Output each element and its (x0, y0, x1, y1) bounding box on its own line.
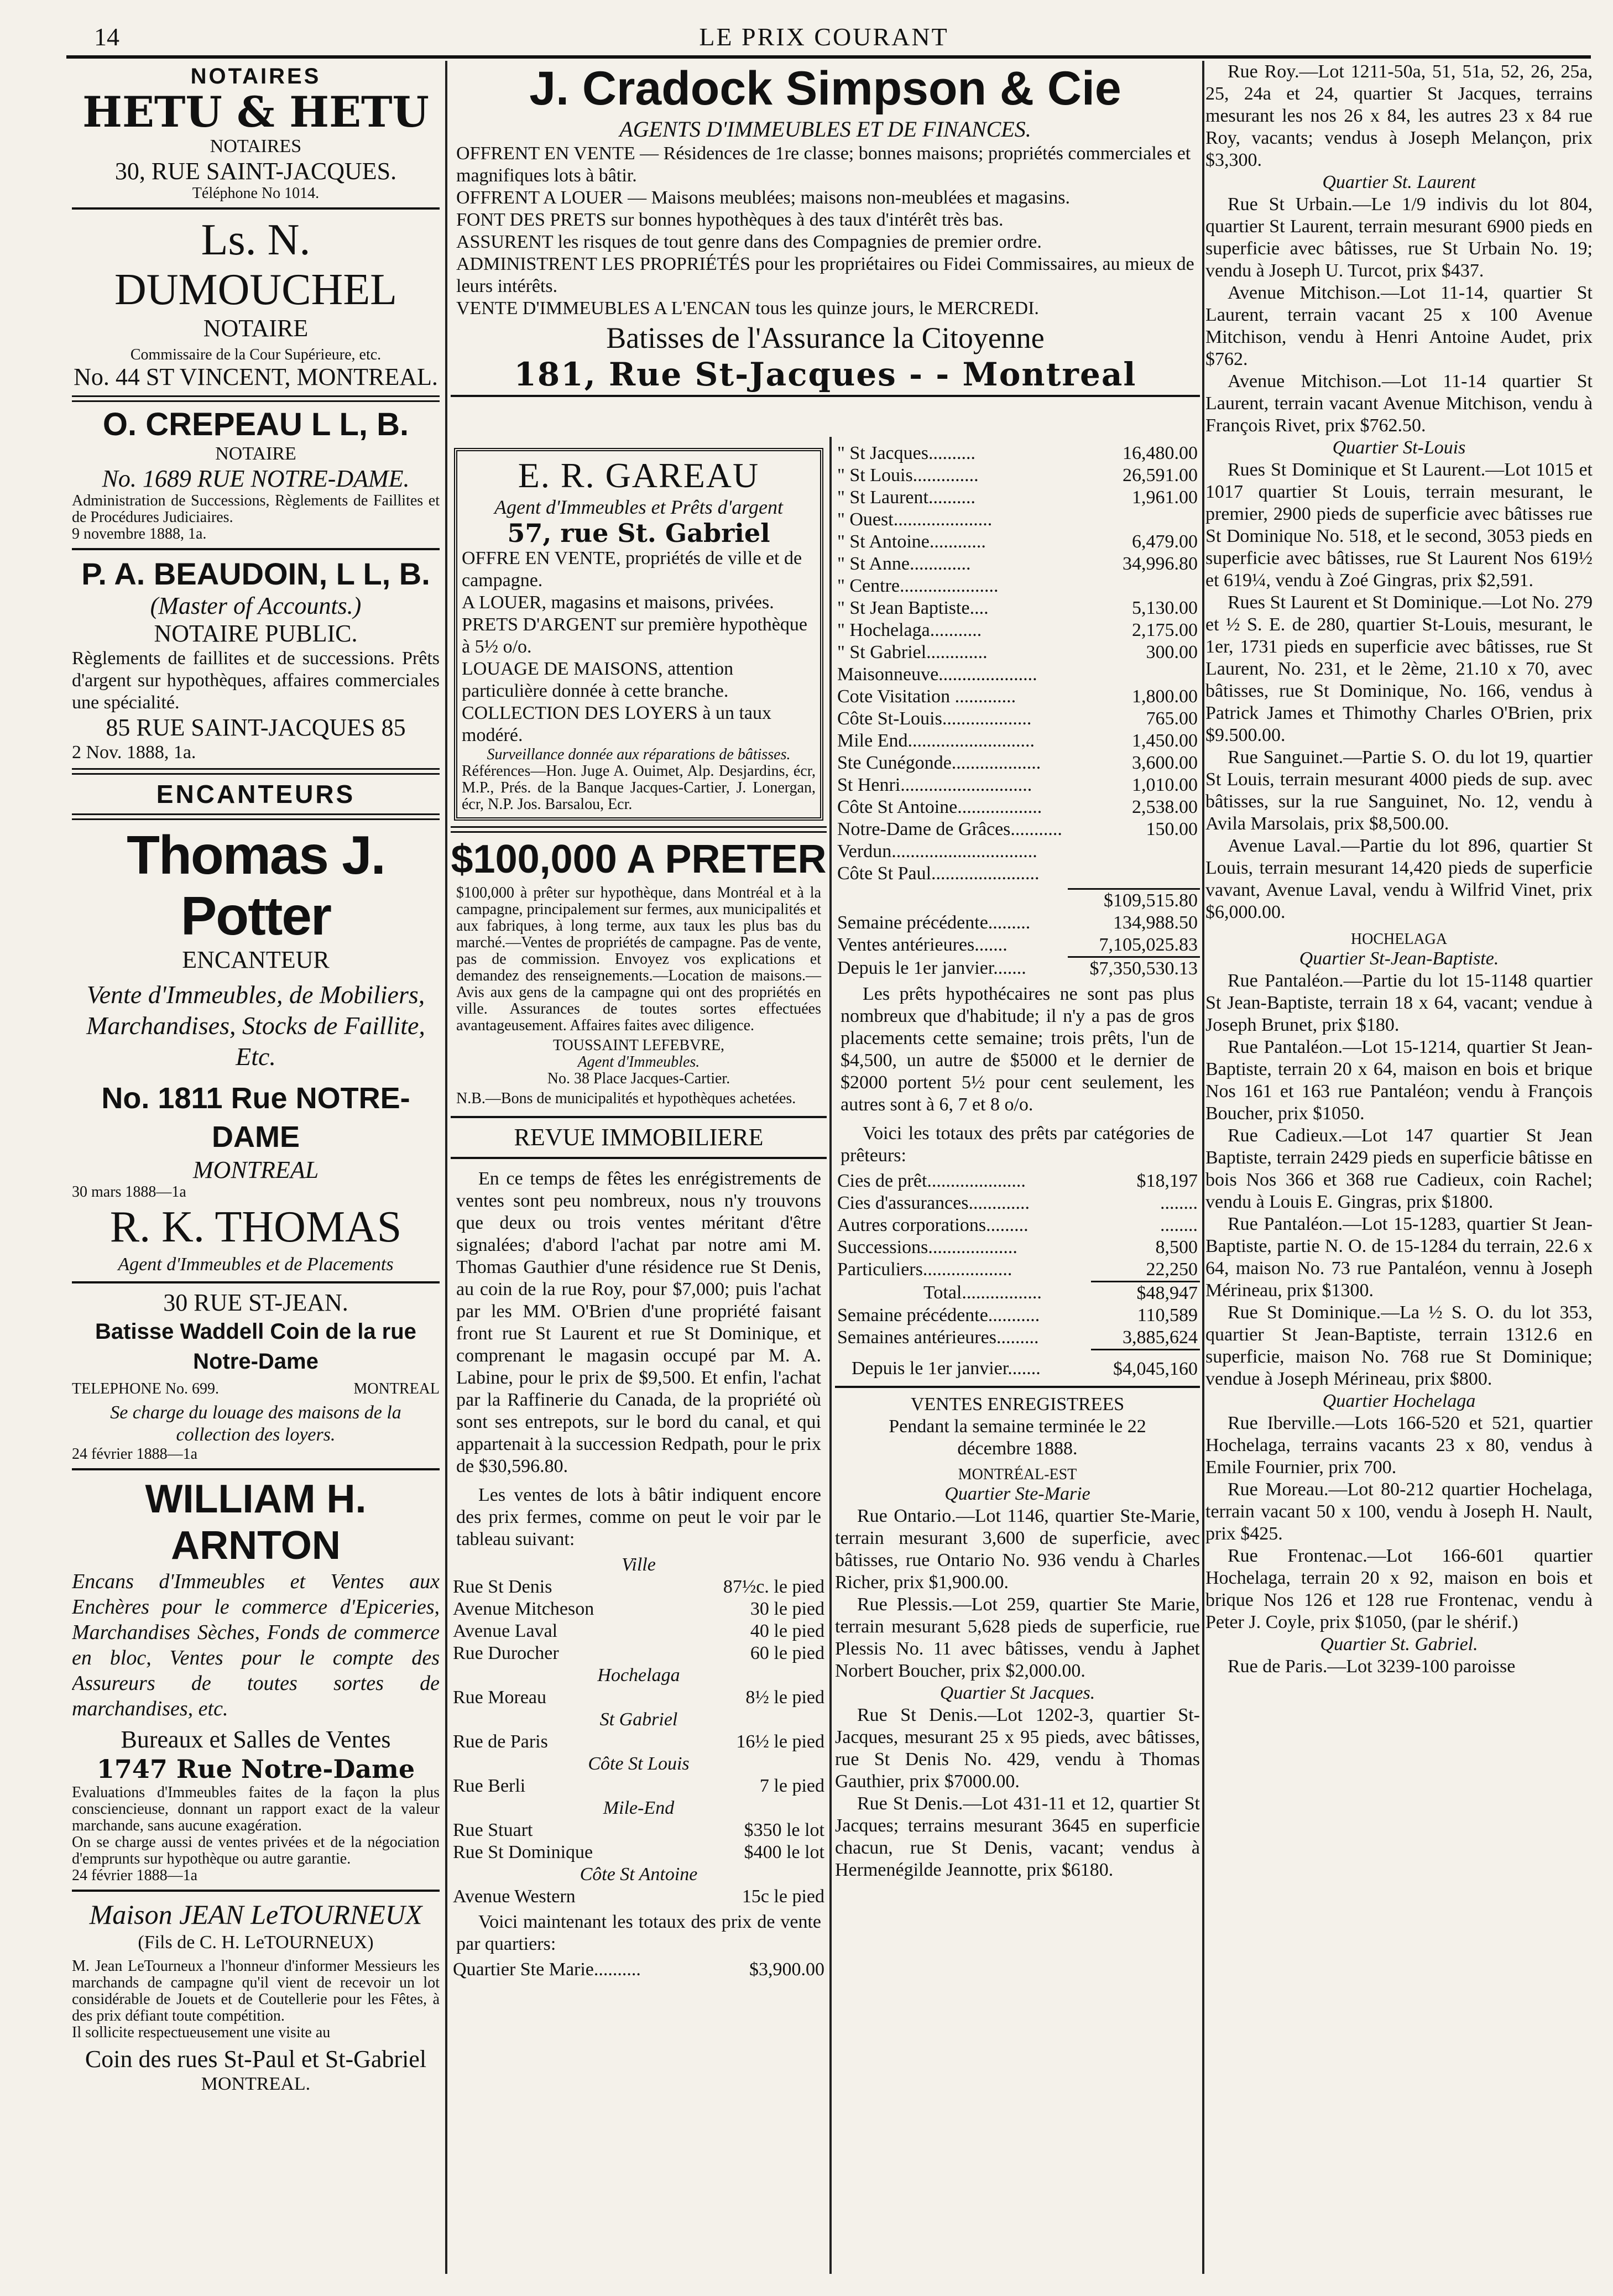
lot-price: 40 le pied (750, 1621, 824, 1641)
lot-street: Rue St Dominique (453, 1842, 593, 1862)
table-row (451, 1554, 827, 1576)
lefebvre-name: TOUSSAINT LEFEBVRE, (552, 1037, 725, 1054)
table-row (835, 1304, 1200, 1327)
crepeau-role: NOTAIRE (215, 443, 296, 464)
arnton-desc: Encans d'Immeubles et Ventes aux Enchères pour le commerce d'Epiceries, Marchandises Sèches, Fonds de commerce en bloc, Ventes pour le compte des Assureurs de toutes sortes de marchandises, etc. (72, 1570, 440, 1720)
table-row (451, 1709, 827, 1731)
row-value: ........ (1160, 1215, 1198, 1235)
lot-price: 15c le pied (742, 1886, 824, 1907)
lot-price: 8½ le pied (745, 1687, 824, 1708)
prets-total-label: Total................. (923, 1282, 1042, 1303)
table-row (451, 1886, 827, 1908)
lefebvre-address: No. 38 Place Jacques-Cartier. (547, 1070, 730, 1087)
table-row (835, 1214, 1200, 1236)
simpson-line4: ASSURENT les risques de tout genre dans des Compagnies de premier ordre. (456, 232, 1042, 252)
gareau-l3: PRETS D'ARGENT sur première hypothèque à 5½ o/o. (462, 614, 807, 657)
lot-price: 16½ le pied (736, 1731, 824, 1752)
beaudoin-sub: (Master of Accounts.) (150, 592, 362, 619)
table-row (835, 553, 1200, 575)
thomas-city: MONTREAL (353, 1380, 440, 1397)
beaudoin-address: 85 RUE SAINT-JACQUES 85 (106, 714, 406, 741)
table-row (451, 1731, 827, 1753)
table-row (835, 509, 1200, 531)
header-rule (66, 55, 1591, 59)
table-row (835, 487, 1200, 509)
encanteurs-heading: ENCANTEURS (156, 780, 356, 808)
table-row (835, 686, 1200, 708)
lot-street: Rue Berli (453, 1776, 526, 1796)
simpson-line3: FONT DES PRETS sur bonnes hypothèques à des taux d'intérêt très bas. (456, 210, 1004, 230)
row-label: Cies de prêt..................... (837, 1171, 1026, 1191)
table-row (835, 619, 1200, 641)
quartier-label: Quartier Ste Marie.......... (453, 1959, 641, 1980)
potter-desc: Vente d'Immeubles, de Mobiliers, Marchandises, Stocks de Faillite, Etc. (86, 980, 425, 1071)
lots-section-label: Côte St Antoine (580, 1864, 698, 1885)
column-2 (451, 442, 827, 2274)
revue-p1: En ce temps de fêtes les enrégistrements de ventes sont peu nombreux, nous n'y trouvons que deux ou trois ventes méritant d'être signalées; d'abord l'achat par notre ami M. Thomas Gauthier d'une résidence rue St Denis, au coin de la rue Roy, pour $7,000; puis l'achat par les MM. O'Brien d'une propriété faisant front rue St Laurent et rue St Dominique, et comprenant le magasin occupé par M. A. Labine, pour le prix de $9,500. Et enfin, l'achat par la Raffinerie du Canada, de la propriété où sont ses entrepots, sur le bord du canal, et qui appartenait à la succession Redpath, pour le prix de $30,596.80. (456, 1168, 821, 1476)
sale-dominique-laurent-2: Rues St Laurent et St Dominique.—Lot No. 279 et ½ S. E. de 280, quartier St-Louis, mesurant, le 1er, 1731 pieds en superficie avec bâtisses, rue St Laurent, No. 231, et le 2ème, 21.10 x 70, avec bâtisses, rue St Dominique, No. 166, vendus à Patrick James et Thimothy Charles O'Brien, prix $9.500.00. (1205, 592, 1593, 745)
lot-price: $400 le lot (744, 1842, 824, 1862)
table-row (835, 818, 1200, 841)
potter-address: No. 1811 Rue NOTRE-DAME (101, 1082, 410, 1154)
thomas-phone: TELEPHONE No. 699. (72, 1380, 219, 1397)
gareau-l6: Surveillance donnée aux réparations de bâtisses. (487, 746, 791, 763)
table-row (451, 1687, 827, 1709)
beaudoin-date: 2 Nov. 1888, 1a. (72, 742, 196, 763)
revue-p2: Les ventes de lots à bâtir indiquent encore des prix fermes, comme on peut le voir par le tableau suivant: (456, 1485, 821, 1549)
lefebvre-nb: N.B.—Bons de municipalités et hypothèques achetées. (456, 1090, 796, 1107)
table-row (451, 1620, 827, 1642)
lot-street: Rue Stuart (453, 1820, 533, 1840)
row-value: 1,450.00 (1132, 730, 1198, 751)
page-header (72, 17, 1576, 55)
table-row (451, 1959, 827, 1981)
row-label: " St Jean Baptiste.... (837, 598, 989, 618)
sale-roy: Rue Roy.—Lot 1211-50a, 51, 51a, 52, 26, 25a, 25, 24a et 24, quartier St Jacques, terrains mesurant les nos 26 x 84, les autres 23 x 84 rue Roy, vacants; vendus à Joseph Melançon, prix $3,300. (1205, 61, 1593, 170)
gareau-address: 57, rue St. Gabriel (507, 518, 770, 548)
ventes-ant: 7,105,025.83 (1099, 935, 1198, 955)
column-rule-2 (829, 437, 832, 2274)
row-label: Successions................... (837, 1237, 1017, 1257)
column-3 (835, 442, 1200, 2274)
sale-pantaleon-3: Rue Pantaléon.—Lot 15-1283, quartier St Jean-Baptiste, partie N. O. de 15-1284 du terrain, 22.6 x 64, maison No. 73 rue Pantaléon, vennu à Joseph Mérineau, prix $1300. (1205, 1214, 1593, 1301)
sale-mitchison-1: Avenue Mitchison.—Lot 11-14, quartier St Laurent, terrain vacant 25 x 100 Avenue Mitchison, vendu à Henri Antoine Audet, prix $762. (1205, 283, 1593, 369)
row-label: Autres corporations......... (837, 1215, 1029, 1235)
lot-street: Rue Moreau (453, 1687, 547, 1708)
row-label: Côte St Antoine.................. (837, 797, 1042, 817)
table-row (451, 1864, 827, 1886)
q-ste-marie: Quartier Ste-Marie (944, 1484, 1090, 1504)
sale-pantaleon-1: Rue Pantaléon.—Partie du lot 15-1148 quartier St Jean-Baptiste, terrain 18 x 64, vacant; vendue à Joseph Brunet, prix $180. (1205, 970, 1593, 1035)
table-row (451, 1797, 827, 1819)
row-label: " Ouest..................... (837, 509, 993, 530)
revue-heading: REVUE IMMOBILIERE (514, 1124, 764, 1151)
row-value: 5,130.00 (1132, 598, 1198, 618)
table-row (835, 1350, 1200, 1381)
row-value: 3,600.00 (1132, 753, 1198, 773)
table-row (451, 1576, 827, 1598)
letourneux-text2: Il sollicite respectueusement une visite au (72, 2024, 331, 2041)
simpson-sub: AGENTS D'IMMEUBLES ET DE FINANCES. (619, 117, 1031, 142)
gareau-l5: COLLECTION DES LOYERS à un taux modéré. (462, 703, 772, 745)
thomas-name: R. K. THOMAS (109, 1203, 402, 1251)
ve-sub: Pendant la semaine terminée le 22 décembre 1888. (889, 1416, 1146, 1459)
lot-street: Rue Durocher (453, 1643, 559, 1663)
arnton-name: WILLIAM H. ARNTON (145, 1477, 367, 1568)
table-row (835, 664, 1200, 686)
row-value: 1,010.00 (1132, 775, 1198, 795)
gareau-ad (454, 448, 823, 821)
table-row (835, 730, 1200, 752)
sale-sanguinet: Rue Sanguinet.—Partie S. O. du lot 19, quartier St Louis, terrain mesurant 4000 pieds de sup. avec bâtisses, sur la rue Sanguinet, No. 12, vendu à Avila Marsolais, prix $8,500.00. (1205, 747, 1593, 834)
sale-laval: Avenue Laval.—Partie du lot 896, quartier St Louis, terrain mesurant 14,420 pieds de superficie vavant, Avenue Laval, vendu à Wilfrid Vinet, prix $6,000.00. (1205, 836, 1593, 922)
beaudoin-role: NOTAIRE PUBLIC. (154, 620, 358, 647)
gareau-l1: OFFRE EN VENTE, propriétés de ville et de campagne. (462, 548, 802, 591)
sale-st-dominique: Rue St Dominique.—La ½ S. O. du lot 353, quartier St Jean-Baptiste, terrain 1312.6 en superficie, maison No. 768 rue St Dominique; vendue à Joseph Mérineau, prix $800. (1205, 1302, 1593, 1389)
simpson-line2: OFFRENT A LOUER — Maisons meublées; maisons non-meublées et magasins. (456, 187, 1070, 208)
ve-heading: VENTES ENREGISTREES (910, 1394, 1125, 1415)
row-label: " St Anne............. (837, 554, 971, 574)
quartier-value: $3,900.00 (749, 1959, 824, 1980)
gareau-l2: A LOUER, magasins et maisons, privées. (462, 592, 774, 613)
sale-cadieux: Rue Cadieux.—Lot 147 quartier St Jean Baptiste, terrain 2429 pieds en superficie bâtisse en bois Nos 366 et 368 rue Cadieux, coin Rachel; vendu à Louis E. Gingras, prix $1800. (1205, 1125, 1593, 1212)
column-rule-1 (445, 61, 447, 2274)
simpson-building: Batisses de l'Assurance la Citoyenne (606, 321, 1045, 354)
row-value: 150.00 (1146, 819, 1198, 839)
arnton-text2: On se charge aussi de ventes privées et de la négociation d'emprunts sur hypothèque ou autre garantie. (72, 1834, 440, 1867)
simpson-address: 181, Rue St-Jacques - - Montreal (514, 356, 1137, 393)
table-row (451, 1753, 827, 1775)
mtl-est: MONTRÉAL-EST (958, 1466, 1077, 1483)
crepeau-desc: Administration de Successions, Règlements de Faillites et de Procédures Judiciaires. (72, 492, 440, 526)
q-st-laurent: Quartier St. Laurent (1322, 172, 1476, 192)
thomas-contact (72, 1381, 440, 1397)
prets-p1: Les prêts hypothécaires ne sont pas plus nombreux que d'habitude; il n'y a pas de gros placements cette semaine; trois prêts, l'un de $4,500, un autre de $5000 et le dernier de $2000 portent 5½ pour cent seulement, les autres sont à 6, 7 et 8 o/o. (841, 984, 1194, 1115)
arnton-offices: Bureaux et Salles de Ventes (121, 1726, 391, 1753)
ventes-janv: $7,350,530.13 (1068, 957, 1200, 980)
sale-ontario: Rue Ontario.—Lot 1146, quartier Ste-Marie, terrain mesurant 3,600 de superficie, avec bâtisses, rue Ontario No. 936 vendu à Charles Richer, prix $1,900.00. (835, 1506, 1200, 1593)
dumouchel-name: Ls. N. DUMOUCHEL (114, 216, 398, 314)
sale-iberville: Rue Iberville.—Lots 166-520 et 521, quartier Hochelaga, terrains vacants 23 x 80, vendus à Emile Fournier, prix 700. (1205, 1413, 1593, 1478)
ventes-prec-label: Semaine précédente......... (837, 912, 1031, 933)
sale-st-denis-2: Rue St Denis.—Lot 431-11 et 12, quartier St Jacques; terrains mesurant 3645 en superficie chacun, rue St Denis, vacant; vendus à Hermenégilde Jeannotte, prix $6180. (835, 1793, 1200, 1880)
simpson-line5: ADMINISTRENT LES PROPRIÉTÉS pour les propriétaires ou Fidei Commissaires, au mieux de leurs intérêts. (456, 254, 1194, 296)
letourneux-name: Maison JEAN LeTOURNEUX (89, 1899, 422, 1930)
sale-pantaleon-2: Rue Pantaléon.—Lot 15-1214, quartier St Jean-Baptiste, terrain 20 x 64, maison en bois et brique Nos 161 et 163 rue Pantaléon; vendu à François Boucher, prix $1050. (1205, 1037, 1593, 1124)
column-rule-3 (1202, 61, 1204, 2274)
letourneux-corner: Coin des rues St-Paul et St-Gabriel (85, 2045, 427, 2073)
potter-role: ENCANTEUR (182, 946, 330, 973)
row-value (1106, 841, 1200, 863)
row-value (1106, 575, 1200, 597)
table-row (451, 1664, 827, 1687)
ventes-prec: 134,988.50 (1113, 912, 1198, 933)
page-number: 14 (94, 23, 119, 51)
gareau-role: Agent d'Immeubles et Prêts d'argent (494, 496, 783, 518)
sale-mitchison-2: Avenue Mitchison.—Lot 11-14 quartier St Laurent, terrain vacant Avenue Mitchison, vendu à François Rivet, prix $762.50. (1205, 371, 1593, 436)
lots-section-label: Côte St Louis (588, 1754, 690, 1774)
row-value: 300.00 (1146, 642, 1198, 662)
table-row (835, 863, 1200, 885)
table-row (835, 641, 1200, 664)
prets-ant-label: Semaines antérieures......... (837, 1327, 1039, 1348)
table-row (835, 575, 1200, 597)
sale-frontenac: Rue Frontenac.—Lot 166-601 quartier Hochelaga, terrain 20 x 92, maison en bois et brique Nos 126 et 128 rue Frontenac, vendu à Peter J. Coyle, prix $1050, (par le shérif.) (1205, 1546, 1593, 1632)
row-label: Maisonneuve..................... (837, 664, 1037, 685)
row-value: 26,591.00 (1123, 465, 1198, 486)
row-value (1106, 664, 1200, 686)
crepeau-address: No. 1689 RUE NOTRE-DAME. (102, 465, 410, 492)
table-row (835, 531, 1200, 553)
column-4 (1205, 61, 1593, 2274)
lefebvre-role: Agent d'Immeubles. (577, 1053, 700, 1071)
gareau-l4: LOUAGE DE MAISONS, attention particulière donnée à cette branche. (462, 659, 734, 701)
row-value (1106, 863, 1200, 885)
newspaper-title: LE PRIX COURANT (699, 23, 949, 51)
dumouchel-role: NOTAIRE (203, 315, 309, 342)
table-row (835, 912, 1200, 934)
lot-price: 87½c. le pied (723, 1577, 824, 1597)
table-row (451, 1775, 827, 1797)
row-label: " St Antoine............ (837, 531, 986, 552)
simpson-name: J. Cradock Simpson & Cie (529, 62, 1121, 115)
row-value: 34,996.80 (1123, 554, 1198, 574)
row-label: Verdun............................... (837, 841, 1037, 862)
ventes-total: $109,515.80 (1068, 889, 1200, 912)
row-label: " St Jacques.......... (837, 443, 975, 463)
prets-janv: $4,045,160 (1091, 1350, 1200, 1381)
sale-st-urbain: Rue St Urbain.—Le 1/9 indivis du lot 804, quartier St Laurent, terrain mesurant 6900 pieds en superficie avec bâtisses, rue St Urbain No. 19; vendu à Joseph U. Turcot, prix $437. (1205, 194, 1593, 281)
thomas-desc: Se charge du louage des maisons de la collection des loyers. (110, 1402, 401, 1445)
q-st-jean-baptiste: Quartier St-Jean-Baptiste. (1299, 948, 1499, 969)
potter-date: 30 mars 1888—1a (72, 1183, 186, 1201)
prets-ant: 3,885,624 (1123, 1327, 1198, 1348)
lot-street: Avenue Western (453, 1886, 576, 1907)
row-label: Côte St-Louis................... (837, 708, 1032, 729)
lot-price: 60 le pied (750, 1643, 824, 1663)
ventes-totals (835, 888, 1200, 980)
prets-prec-label: Semaine précédente........... (837, 1305, 1040, 1326)
prets-p2: Voici les totaux des prêts par catégories de prêteurs: (841, 1123, 1194, 1166)
lot-street: Rue St Denis (453, 1577, 552, 1597)
arnton-address: 1747 Rue Notre-Dame (96, 1754, 415, 1784)
quartier-first-table (451, 1959, 827, 1981)
lots-table (451, 1554, 827, 1908)
row-value: 2,538.00 (1132, 797, 1198, 817)
row-label: " St Gabriel............. (837, 642, 988, 662)
preteurs-table (835, 1170, 1200, 1281)
lots-section-label: Ville (622, 1554, 656, 1575)
quartiers-table (835, 442, 1200, 885)
dumouchel-address: No. 44 ST VINCENT, MONTREAL. (74, 363, 438, 390)
prets-totals (835, 1281, 1200, 1380)
table-row (835, 752, 1200, 774)
row-label: " St Laurent.......... (837, 487, 975, 508)
row-label: Cies d'assurances............. (837, 1193, 1030, 1213)
ventes-janv-label: Depuis le 1er janvier....... (837, 957, 1026, 978)
lot-price: 30 le pied (750, 1599, 824, 1619)
row-label: Côte St Paul....................... (837, 863, 1040, 884)
crepeau-name: O. CREPEAU L L, B. (102, 406, 409, 442)
table-row (835, 1192, 1200, 1214)
notaires-heading: NOTAIRES (190, 64, 321, 88)
hetu-phone: Téléphone No 1014. (192, 185, 320, 202)
table-row (835, 957, 1200, 980)
lot-street: Rue de Paris (453, 1731, 548, 1752)
potter-city: MONTREAL (192, 1156, 319, 1183)
row-label: " Hochelaga........... (837, 620, 982, 640)
gareau-name: E. R. GAREAU (518, 456, 760, 495)
sale-st-denis-1: Rue St Denis.—Lot 1202-3, quartier St-Jacques, mesurant 25 x 95 pieds, avec bâtisses, rue St Denis No. 429, vendu à Thomas Gauthier, prix $7000.00. (835, 1705, 1200, 1792)
prets-janv-label: Depuis le 1er janvier....... (852, 1358, 1041, 1379)
lot-price: 7 le pied (759, 1776, 824, 1796)
row-value: 1,800.00 (1132, 686, 1198, 707)
prets-prec: 110,589 (1137, 1305, 1198, 1326)
lots-section-label: Mile-End (603, 1798, 675, 1818)
table-row (835, 774, 1200, 796)
row-label: Mile End........................... (837, 730, 1035, 751)
simpson-line6: VENTE D'IMMEUBLES A L'ENCAN tous les quinze jours, le MERCREDI. (456, 298, 1039, 319)
lot-price: $350 le lot (744, 1820, 824, 1840)
hetu-role: NOTAIRES (210, 136, 302, 156)
row-value: 1,961.00 (1132, 487, 1198, 508)
hetu-address: 30, RUE SAINT-JACQUES. (114, 158, 397, 185)
simpson-ad (451, 61, 1200, 437)
letourneux-text1: M. Jean LeTourneux a l'honneur d'informer Messieurs les marchands de campagne qu'il vient de recevoir un lot considérable de Jouets et de Coutellerie pour les Fêtes, à des prix défiant toute compétition. (72, 1958, 440, 2024)
thomas-building: Batisse Waddell Coin de la rue Notre-Dame (95, 1319, 416, 1374)
thomas-date: 24 février 1888—1a (72, 1446, 198, 1463)
lots-section-label: St Gabriel (599, 1709, 678, 1730)
ventes-ant-label: Ventes antérieures....... (837, 935, 1008, 955)
beaudoin-desc: Règlements de faillites et de successions. Prêts d'argent sur hypothèques, affaires commerciales une spécialité. (72, 648, 440, 713)
revue-p3: Voici maintenant les totaux des prix de vente par quartiers: (456, 1912, 821, 1954)
q-st-gabriel: Quartier St. Gabriel. (1320, 1634, 1478, 1655)
row-label: Ste Cunégonde................... (837, 753, 1041, 773)
table-row (835, 889, 1200, 912)
row-value: 8,500 (1155, 1237, 1198, 1257)
table-row (835, 934, 1200, 957)
table-row (835, 796, 1200, 818)
table-row (835, 1170, 1200, 1192)
gareau-refs: Références—Hon. Juge A. Ouimet, Alp. Desjardins, écr, M.P., Prés. de la Banque Jacques-Cartier, J. Lonergan, écr, N.P. Jos. Barsalou, Ecr. (462, 763, 816, 813)
arnton-date: 24 février 1888—1a (72, 1867, 198, 1884)
sale-plessis: Rue Plessis.—Lot 259, quartier Ste Marie, terrain mesurant 5,628 pieds de superficie, rue Plessis No. 11 avec bâtisses, vendu à Japhet Norbert Boucher, prix $2,000.00. (835, 1594, 1200, 1681)
beaudoin-name: P. A. BEAUDOIN, L L, B. (81, 556, 430, 591)
table-row (451, 1841, 827, 1864)
table-row (451, 1642, 827, 1664)
q-hochelaga: Quartier Hochelaga (1322, 1391, 1476, 1411)
lots-section-label: Hochelaga (597, 1665, 680, 1686)
table-row (835, 841, 1200, 863)
lefebvre-heading: $100,000 A PRETER (451, 837, 827, 881)
lot-street: Avenue Laval (453, 1621, 558, 1641)
row-value (1106, 509, 1200, 531)
row-value: 22,250 (1146, 1259, 1198, 1280)
lot-street: Avenue Mitcheson (453, 1599, 594, 1619)
row-label: Cote Visitation ............. (837, 686, 1016, 707)
table-row (835, 1236, 1200, 1259)
q-st-louis: Quartier St-Louis (1332, 437, 1466, 458)
arnton-text1: Evaluations d'Immeubles faites de la façon la plus consciencieuse, donnant un rapport exact de la valeur marchande, sans aucune exagération. (72, 1784, 440, 1834)
crepeau-date: 9 novembre 1888, 1a. (72, 525, 207, 542)
row-label: Notre-Dame de Grâces........... (837, 819, 1062, 839)
row-value: 765.00 (1146, 708, 1198, 729)
table-row (451, 1819, 827, 1841)
sale-moreau: Rue Moreau.—Lot 80-212 quartier Hochelaga, terrain vacant 50 x 100, vendu à Joseph H. Nault, prix $425. (1205, 1479, 1593, 1544)
table-row (835, 1327, 1200, 1350)
potter-name: Thomas J. Potter (127, 825, 385, 946)
sale-de-paris: Rue de Paris.—Lot 3239-100 paroisse (1228, 1656, 1516, 1677)
table-row (835, 465, 1200, 487)
row-label: " Centre..................... (837, 576, 999, 596)
table-row (835, 597, 1200, 619)
row-label: St Henri............................ (837, 775, 1032, 795)
table-row (835, 1282, 1200, 1305)
column-1 (72, 61, 440, 2274)
row-value: 16,480.00 (1123, 443, 1198, 463)
prets-total: $48,947 (1091, 1282, 1200, 1305)
row-value: 2,175.00 (1132, 620, 1198, 640)
lefebvre-text: $100,000 à prêter sur hypothèque, dans Montréal et à la campagne, principalement sur fermes, aux municipalités et aux fabriques, à long terme, aux taux les plus bas du marché.—Ventes de propriétés de campagne. Pas de vente, pas de commission. Envoyez vos explications et demandez des renseignements.—Location de maisons.—Avis aux gens de la campagne qui ont des propriétés en ville. Assurances de toutes sortes effectuées avantageusement. Affaires faites avec diligence. (456, 884, 821, 1034)
table-row (835, 1259, 1200, 1281)
hetu-name: HETU & HETU (82, 87, 429, 137)
row-label: " St Louis.............. (837, 465, 979, 486)
row-value: $18,197 (1136, 1171, 1198, 1191)
simpson-line1: OFFRENT EN VENTE — Résidences de 1re classe; bonnes maisons; propriétés commerciales et magnifiques lots à bâtir. (456, 143, 1191, 186)
table-row (835, 442, 1200, 465)
hochelaga-heading: HOCHELAGA (1350, 931, 1448, 948)
table-row (451, 1598, 827, 1620)
letourneux-city: MONTREAL. (201, 2074, 311, 2094)
row-label: Particuliers................... (837, 1259, 1012, 1280)
letourneux-sub: (Fils de C. H. LeTOURNEUX) (138, 1932, 374, 1953)
thomas-role: Agent d'Immeubles et de Placements (118, 1254, 394, 1275)
dumouchel-desc: Commissaire de la Cour Supérieure, etc. (130, 346, 382, 363)
thomas-address: 30 RUE ST-JEAN. (163, 1289, 348, 1316)
q-st-jacques: Quartier St Jacques. (939, 1683, 1095, 1703)
row-value: 6,479.00 (1132, 531, 1198, 552)
table-row (835, 708, 1200, 730)
row-value: ........ (1160, 1193, 1198, 1213)
sale-dominique-laurent-1: Rues St Dominique et St Laurent.—Lot 1015 et 1017 quartier St Louis, terrain mesurant, le premier, 2900 pieds de superficie avec bâtisses rue St Dominique No. 518, et le second, 3053 pieds en superficie avec bâtisses, rue St Laurent Nos 619½ et 619¼, vendu à Zoé Gingras, prix $2,591. (1205, 460, 1593, 591)
